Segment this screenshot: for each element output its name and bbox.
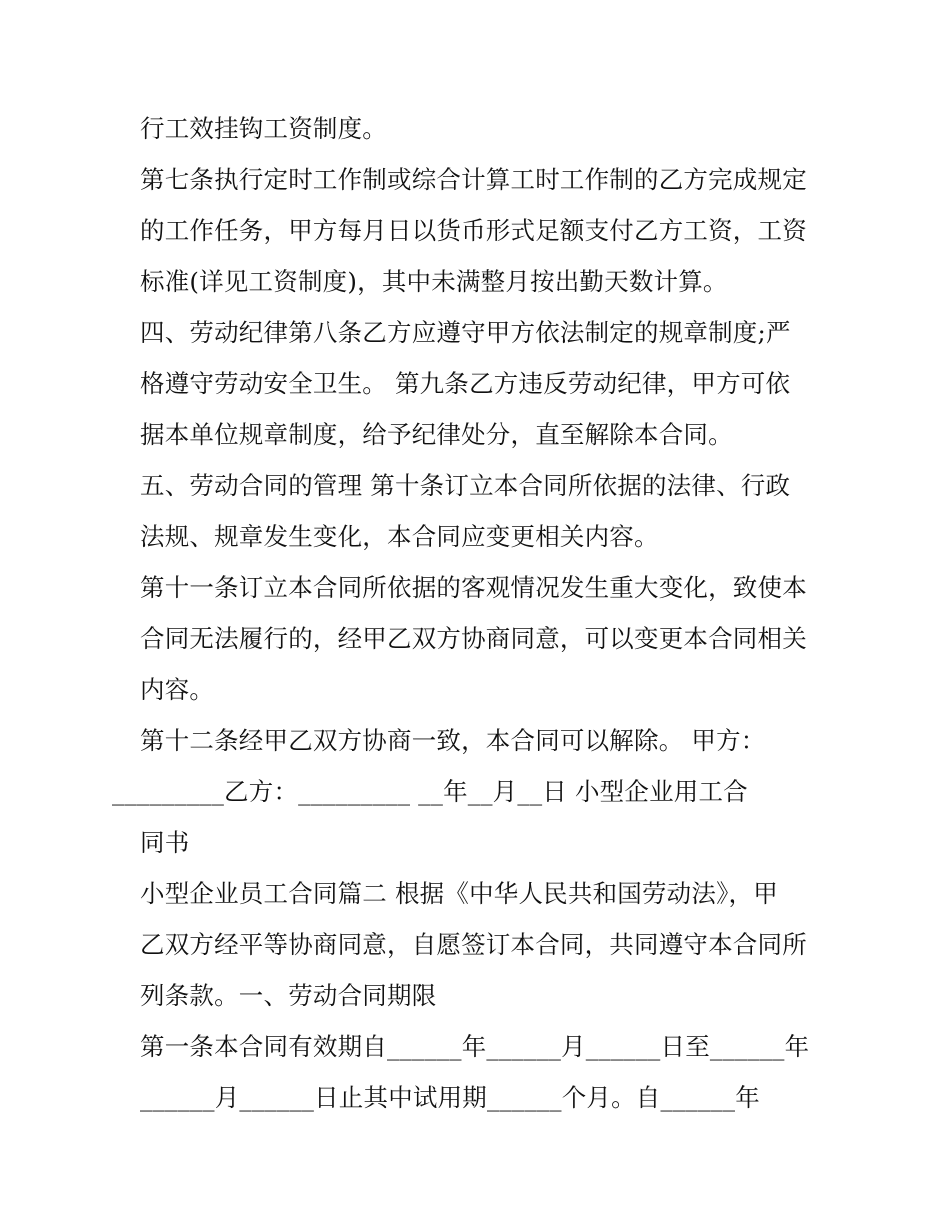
text-line: 第十一条订立本合同所依据的客观情况发生重大变化，致使本 (140, 573, 807, 602)
text-line: 小型企业员工合同篇二 根据《中华人民共和国劳动法》，甲 (140, 879, 778, 908)
text-line: 行工效挂钩工资制度。 (140, 114, 387, 143)
text-line: 五、劳动合同的管理 第十条订立本合同所依据的法律、行政 (140, 471, 791, 500)
text-line: 标准(详见工资制度)，其中未满整月按出勤天数计算。 (140, 267, 728, 296)
text-line: 同书 (140, 828, 190, 857)
text-line: 乙双方经平等协商同意，自愿签订本合同，共同遵守本合同所 (140, 930, 807, 959)
text-line: 法规、规章发生变化，本合同应变更相关内容。 (140, 522, 659, 551)
text-line: 据本单位规章制度，给予纪律处分，直至解除本合同。 (140, 420, 733, 449)
text-line: 内容。 (140, 675, 215, 704)
text-line: 的工作任务，甲方每月日以货币形式足额支付乙方工资，工资 (140, 216, 807, 245)
text-line: 格遵守劳动安全卫生。 第九条乙方违反劳动纪律，甲方可依 (140, 369, 791, 398)
text-line: ______月______日止其中试用期______个月。自______年 (140, 1083, 760, 1112)
text-line: 第一条本合同有效期自______年______月______日至______年 (140, 1032, 810, 1061)
text-line: 四、劳动纪律第八条乙方应遵守甲方依法制定的规章制度;严 (140, 318, 791, 347)
text-line: 合同无法履行的，经甲乙双方协商同意，可以变更本合同相关 (140, 624, 807, 653)
text-line: 第七条执行定时工作制或综合计算工时工作制的乙方完成规定 (140, 165, 807, 194)
signature-line: _________乙方：_________ __年__月__日 小型企业用工合 (112, 777, 748, 806)
text-line: 第十二条经甲乙双方协商一致，本合同可以解除。 甲方： (140, 726, 766, 755)
text-line: 列条款。一、劳动合同期限 (140, 981, 437, 1010)
